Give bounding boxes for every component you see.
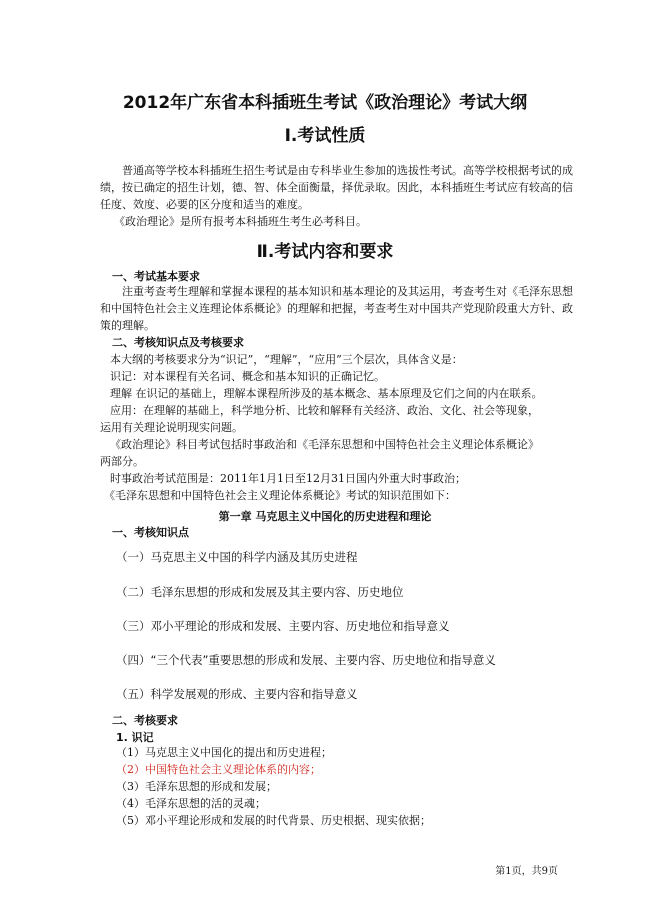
requirement-item: （5）邓小平理论形成和发展的时代背景、历史根据、现实依据； [116,814,431,827]
sec2-heading: 二、考核知识点及考核要求 [112,336,244,349]
sec2-line: 应用：在理解的基础上，科学地分析、比较和解释有关经济、政治、文化、社会等现象， [110,404,539,417]
sec1-paragraph: 注重考查考生理解和掌握本课程的基本知识和基本理论的及其运用，考查考生对《毛泽东思想和中国特色社会主义连理论体系概论》的理解和把握，考查考生对中国共产党现阶段重大方针、政策的理解。 [100,285,573,332]
knowledge-point: （二）毛泽东思想的形成和发展及其主要内容、历史地位 [116,585,404,599]
part1-paragraph: 普通高等学校本科插班生招生考试是由专科毕业生参加的选拔性考试。高等学校根据考试的成绩，按已确定的招生计划，德、智、体全面衡量，择优录取。因此，本科插班生考试应有较高的信任度、效度、必要的区分度和适当的难度。 [100,164,573,211]
part2-title: Ⅱ.考试内容和要求 [256,242,394,262]
sec2-line: 时事政治考试范围是：2011年1月1日至12月31日国内外重大时事政治； [110,472,466,485]
requirement-item: （4）毛泽东思想的活的灵魂； [116,797,266,810]
sec2-line: 《毛泽东思想和中国特色社会主义理论体系概论》考试的知识范围如下： [104,489,456,502]
part1-line2: 《政治理论》是所有报考本科插班生考生必考科目。 [114,215,367,228]
knowledge-point: （三）邓小平理论的形成和发展、主要内容、历史地位和指导意义 [116,619,450,633]
requirement-item: （3）毛泽东思想的形成和发展； [116,780,277,793]
ch1-kp-heading: 一、考核知识点 [112,526,189,539]
chapter1-title: 第一章 马克思主义中国化的历史进程和理论 [218,510,432,523]
knowledge-point: （四）“三个代表”重要思想的形成和发展、主要内容、历史地位和指导意义 [116,653,496,667]
sec2-line: 理解 在识记的基础上，理解本课程所涉及的基本概念、基本原理及它们之间的内在联系。 [110,387,543,400]
sec2-line: 本大纲的考核要求分为“识记”，“理解”，“应用”三个层次，具体含义是： [110,353,463,366]
knowledge-point: （五）科学发展观的形成、主要内容和指导意义 [116,687,358,701]
knowledge-point: （一）马克思主义中国的科学内涵及其历史进程 [116,550,358,564]
ch1-req-sub: 1. 识记 [116,731,154,744]
requirement-item-highlighted: （2）中国特色社会主义理论体系的内容； [116,763,321,776]
sec2-line: 运用有关理论说明现实问题。 [100,421,243,434]
requirement-item: （1）马克思主义中国化的提出和历史进程； [116,746,332,759]
document-title: 2012年广东省本科插班生考试《政治理论》考试大纲 [122,93,528,113]
sec2-line: 《政治理论》科目考试包括时事政治和《毛泽东思想和中国特色社会主义理论体系概论》 [110,438,539,451]
ch1-req-heading: 二、考核要求 [112,714,178,727]
part1-title: Ⅰ.考试性质 [284,126,366,146]
sec2-line: 识记：对本课程有关名词、概念和基本知识的正确记忆。 [110,370,385,383]
page-footer: 第1页，共9页 [495,866,558,877]
sec2-line: 两部分。 [100,455,144,468]
sec1-heading: 一、考试基本要求 [112,270,200,283]
